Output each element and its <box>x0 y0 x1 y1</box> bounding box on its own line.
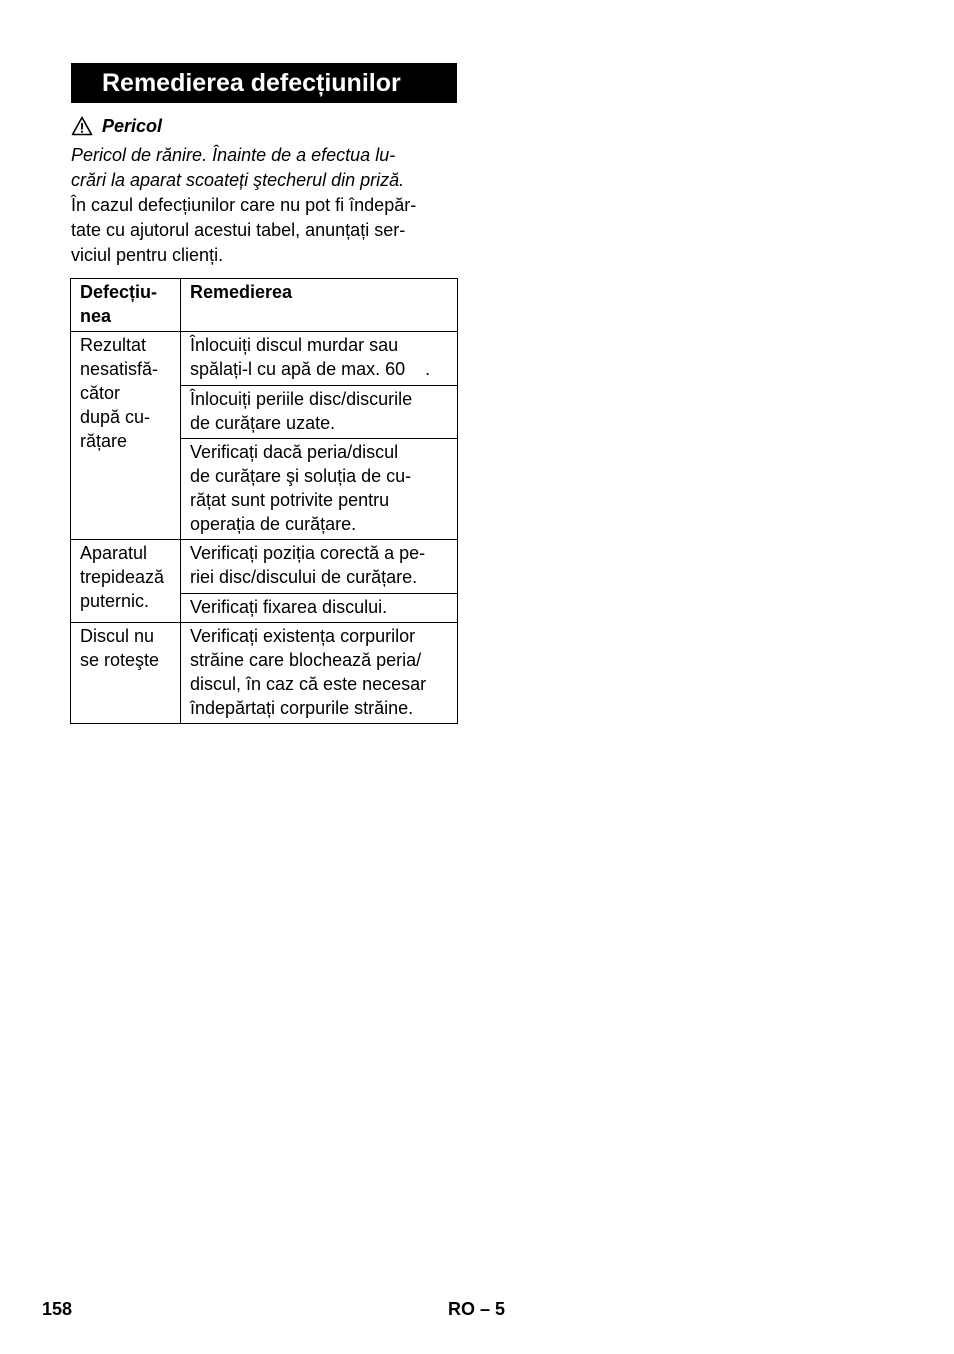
fault-line: Discul nu <box>80 626 155 646</box>
remedy-line: Verificați poziția corectă a pe- <box>190 543 426 563</box>
remedy-line: discul, în caz că este necesar <box>190 674 427 694</box>
table-row <box>71 332 458 386</box>
remedy-line: spălați-l cu apă de max. 60 . <box>190 359 431 379</box>
header-remedy-line: Remedierea <box>190 282 293 302</box>
fault-line: nesatisfă- <box>80 359 159 379</box>
remedy-line: Înlocuiți discul murdar sau <box>190 335 399 355</box>
remedy-line: Verificați dacă peria/discul <box>190 442 399 462</box>
warning-label: Pericol <box>102 116 163 136</box>
table-header-row <box>71 279 458 332</box>
header-remedy <box>181 279 458 332</box>
warning-line: crări la aparat scoateți ştecherul din priză. <box>71 170 405 190</box>
remedy-line: operația de curățare. <box>190 514 357 534</box>
fault-line: puternic. <box>80 591 150 611</box>
remedy-cell <box>181 332 458 386</box>
fault-line: Rezultat <box>80 335 147 355</box>
remedy-line: de curățare uzate. <box>190 413 336 433</box>
warning-heading <box>71 113 162 139</box>
warning-text <box>71 143 463 193</box>
remedy-line: Verificați fixarea discului. <box>190 597 388 617</box>
remedy-line: Verificați existența corpurilor <box>190 626 416 646</box>
intro-line: viciul pentru clienți. <box>71 245 224 265</box>
remedy-line: îndepărtați corpurile străine. <box>190 698 414 718</box>
section-marker: RO – 5 <box>448 1299 506 1319</box>
page-number: 158 <box>42 1299 73 1319</box>
fault-line: după cu- <box>80 407 151 427</box>
fault-line: trepidează <box>80 567 165 587</box>
remedy-line: rățat sunt potrivite pentru <box>190 490 390 510</box>
remedy-line: de curățare şi soluția de cu- <box>190 466 412 486</box>
remedy-cell <box>181 594 458 623</box>
section-title: Remedierea defecțiunilor <box>71 63 457 103</box>
fault-cell <box>71 623 181 724</box>
troubleshooting-table <box>70 278 458 724</box>
table-row <box>71 540 458 594</box>
intro-text <box>71 193 463 268</box>
remedy-cell <box>181 439 458 540</box>
remedy-line: riei disc/discului de curățare. <box>190 567 418 587</box>
fault-cell <box>71 332 181 540</box>
header-fault-line: Defecțiu- <box>80 282 158 302</box>
remedy-cell <box>181 386 458 439</box>
intro-line: În cazul defecțiunilor care nu pot fi îndepăr- <box>71 195 417 215</box>
remedy-line: străine care blochează peria/ <box>190 650 422 670</box>
fault-line: cător <box>80 383 121 403</box>
warning-line: Pericol de rănire. Înainte de a efectua lu- <box>71 145 396 165</box>
header-fault <box>71 279 181 332</box>
intro-line: tate cu ajutorul acestui tabel, anunțați ser- <box>71 220 406 240</box>
remedy-cell <box>181 623 458 724</box>
header-fault-line: nea <box>80 306 112 326</box>
remedy-line: Înlocuiți periile disc/discurile <box>190 389 413 409</box>
fault-cell <box>71 540 181 623</box>
fault-line: se roteşte <box>80 650 160 670</box>
remedy-cell <box>181 540 458 594</box>
warning-triangle-icon <box>71 116 93 136</box>
fault-line: Aparatul <box>80 543 148 563</box>
table-row <box>71 623 458 724</box>
fault-line: rățare <box>80 431 128 451</box>
